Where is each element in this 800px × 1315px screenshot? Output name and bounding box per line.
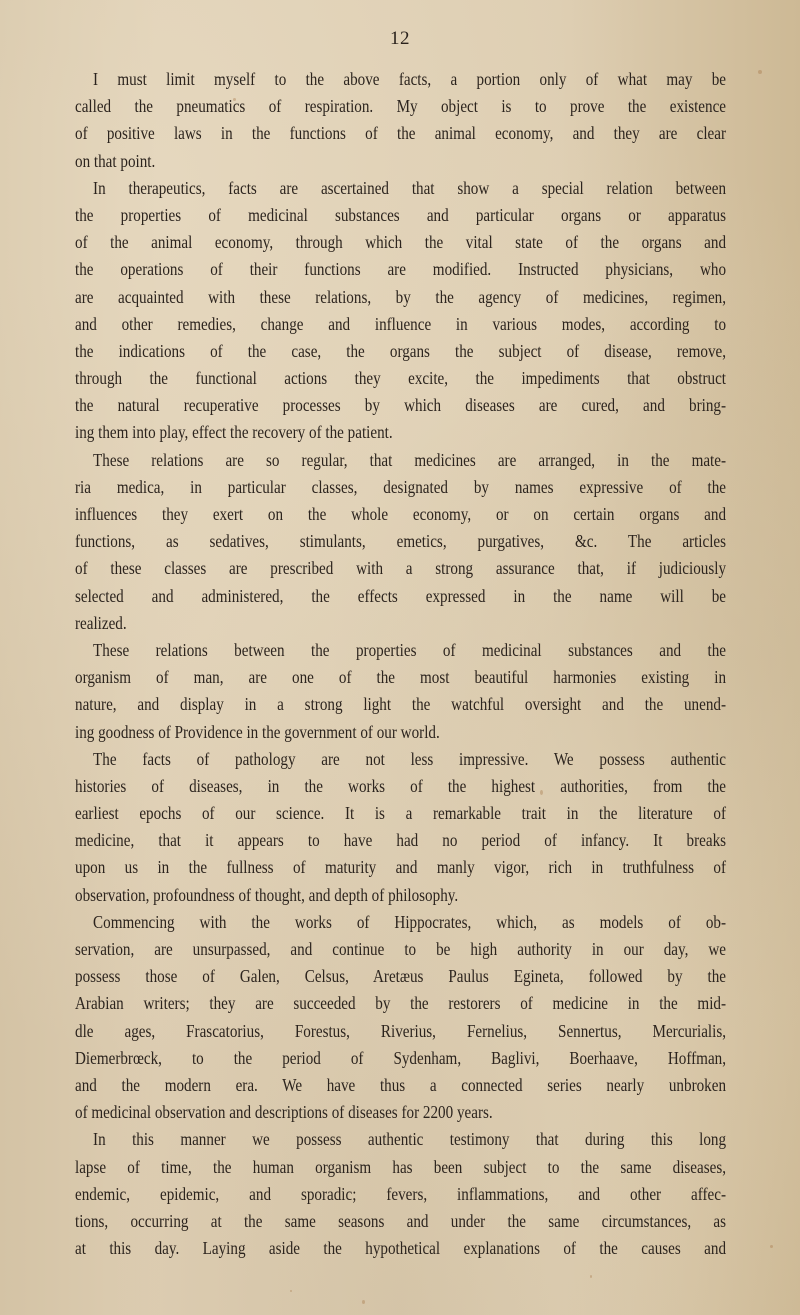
text-line: at this day. Laying aside the hypothetical explanations of the causes and bbox=[75, 1238, 727, 1259]
text-line: selected and administered, the effects expressed in the name will be bbox=[75, 585, 727, 606]
text-line: on that point. bbox=[75, 150, 156, 171]
text-line: of medicinal observation and descriptions of diseases for 2200 years. bbox=[75, 1102, 493, 1123]
text-line: In therapeutics, facts are ascertained that show a special relation between bbox=[93, 177, 727, 198]
text-line: Diemerbrœck, to the period of Sydenham, Baglivi, Boerhaave, Hoffman, bbox=[75, 1047, 727, 1068]
text-line: ria medica, in particular classes, designated by names expressive of the bbox=[75, 476, 727, 497]
text-line: Arabian writers; they are succeeded by the restorers of medicine in the mid- bbox=[75, 993, 727, 1014]
text-line: through the functional actions they excite, the impediments that obstruct bbox=[75, 368, 727, 389]
text-line: In this manner we possess authentic testimony that during this long bbox=[93, 1129, 727, 1150]
text-line: tions, occurring at the same seasons and under the same circumstances, as bbox=[75, 1210, 727, 1231]
body-text bbox=[75, 66, 726, 1262]
foxing-speck bbox=[758, 70, 762, 74]
text-line: and the modern era. We have thus a connected series nearly unbroken bbox=[75, 1074, 727, 1095]
text-line: upon us in the fullness of maturity and manly vigor, rich in truthfulness of bbox=[75, 857, 727, 878]
text-line: lapse of time, the human organism has been subject to the same diseases, bbox=[75, 1156, 727, 1177]
text-line: servation, are unsurpassed, and continue to be high authority in our day, we bbox=[75, 939, 727, 959]
text-line: the operations of their functions are modified. Instructed physicians, who bbox=[75, 259, 727, 280]
foxing-speck bbox=[540, 790, 543, 795]
text-line: called the pneumatics of respiration. My object is to prove the existence bbox=[75, 96, 727, 117]
foxing-speck bbox=[362, 1300, 365, 1304]
text-line: of positive laws in the functions of the animal economy, and they are clear bbox=[75, 123, 727, 144]
text-line: organism of man, are one of the most beautiful harmonies existing in bbox=[75, 667, 727, 688]
text-line: I must limit myself to the above facts, a portion only of what may be bbox=[93, 69, 727, 89]
text-line: realized. bbox=[75, 612, 127, 633]
text-line: the properties of medicinal substances and particular organs or apparatus bbox=[75, 204, 727, 225]
text-line: and other remedies, change and influence in various modes, according to bbox=[75, 313, 727, 334]
text-line: histories of diseases, in the works of the highest authorities, from the bbox=[75, 775, 727, 796]
text-line: of the animal economy, through which the vital state of the organs and bbox=[75, 232, 727, 253]
text-line: The facts of pathology are not less impressive. We possess authentic bbox=[93, 748, 727, 769]
text-line: These relations between the properties of medicinal substances and the bbox=[93, 639, 727, 660]
text-line: dle ages, Frascatorius, Forestus, Riverius, Fernelius, Sennertus, Mercurialis, bbox=[75, 1020, 727, 1041]
foxing-speck bbox=[290, 1290, 292, 1292]
text-line: ing them into play, effect the recovery of the patient. bbox=[75, 422, 393, 443]
text-line: possess those of Galen, Celsus, Aretæus Paulus Egineta, followed by the bbox=[75, 966, 727, 987]
foxing-speck bbox=[590, 1275, 592, 1278]
text-line: ing goodness of Providence in the government of our world. bbox=[75, 721, 440, 742]
text-line: These relations are so regular, that medicines are arranged, in the mate- bbox=[93, 449, 727, 470]
text-line: the natural recuperative processes by which diseases are cured, and bring- bbox=[75, 395, 727, 416]
text-line: Commencing with the works of Hippocrates, which, as models of ob- bbox=[93, 911, 727, 932]
text-line: are acquainted with these relations, by the agency of medicines, regimen, bbox=[75, 286, 727, 307]
text-line: functions, as sedatives, stimulants, emetics, purgatives, &c. The articles bbox=[75, 531, 727, 552]
text-line: medicine, that it appears to have had no period of infancy. It breaks bbox=[75, 830, 727, 851]
foxing-speck bbox=[418, 1060, 421, 1063]
text-line: the indications of the case, the organs the subject of disease, remove, bbox=[75, 340, 727, 361]
text-line: endemic, epidemic, and sporadic; fevers, inflammations, and other affec- bbox=[75, 1183, 727, 1204]
foxing-speck bbox=[233, 98, 236, 101]
text-line: influences they exert on the whole economy, or on certain organs and bbox=[75, 504, 727, 524]
text-line: observation, profoundness of thought, and depth of philosophy. bbox=[75, 884, 459, 905]
page-number: 12 bbox=[390, 28, 410, 49]
text-line: earliest epochs of our science. It is a remarkable trait in the literature of bbox=[75, 803, 727, 824]
text-line: nature, and display in a strong light the watchful oversight and the unend- bbox=[75, 694, 727, 715]
text-line: of these classes are prescribed with a strong assurance that, if judiciously bbox=[75, 558, 727, 579]
foxing-speck bbox=[770, 1245, 773, 1248]
